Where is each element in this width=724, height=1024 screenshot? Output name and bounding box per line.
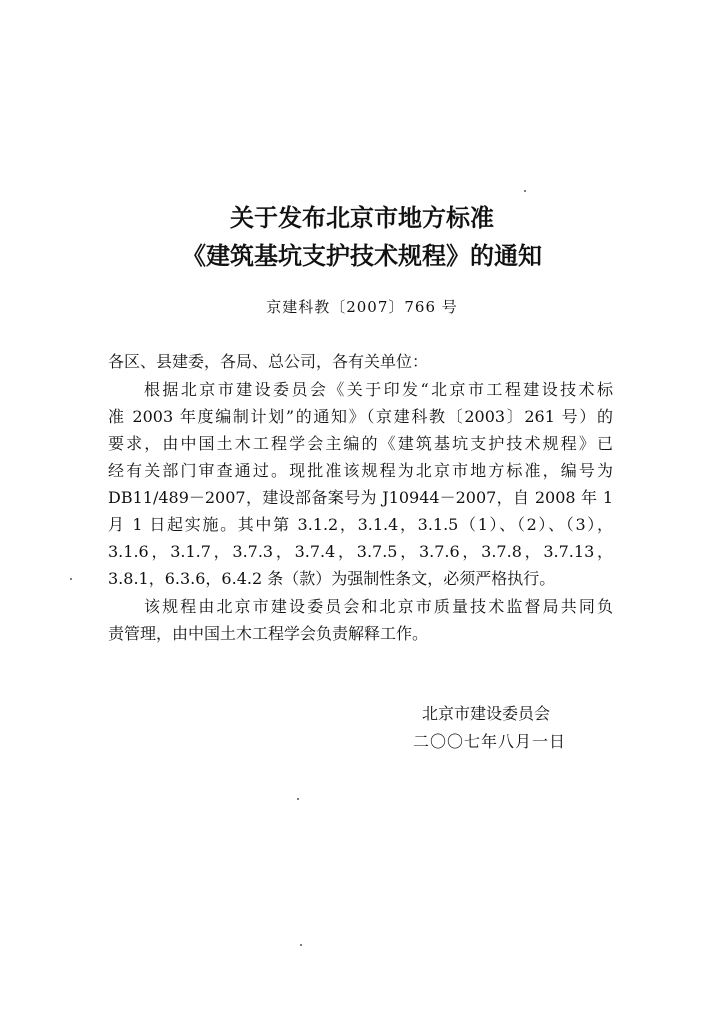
scan-speck bbox=[300, 944, 302, 946]
paragraph-1-line-4: 经有关部门审查通过。现批准该规程为北京市地方标准，编号为 bbox=[108, 461, 613, 480]
salutation: 各区、县建委，各局、总公司，各有关单位： bbox=[108, 352, 429, 371]
paragraph-1-line-1: 根据北京市建设委员会《关于印发“北京市工程建设技术标 bbox=[144, 380, 613, 399]
paragraph-1-line-2: 准 2003 年度编制计划”的通知》（京建科教〔2003〕261 号）的 bbox=[108, 407, 613, 426]
paragraph-1-line-3: 要求，由中国土木工程学会主编的《建筑基坑支护技术规程》已 bbox=[108, 434, 613, 453]
scan-speck bbox=[297, 798, 299, 800]
signature-date: 二〇〇七年八月一日 bbox=[413, 732, 567, 751]
paragraph-1-line-7: 3.1.6，3.1.7，3.7.3，3.7.4，3.7.5，3.7.6，3.7.8，3.7.13， bbox=[108, 542, 613, 561]
paragraph-1-line-6: 月 1 日起实施。其中第 3.1.2，3.1.4，3.1.5（1）、（2）、（3）， bbox=[108, 515, 613, 534]
paragraph-2-line-1: 该规程由北京市建设委员会和北京市质量技术监督局共同负 bbox=[144, 597, 613, 616]
title-line-2: 《建筑基坑支护技术规程》的通知 bbox=[182, 242, 542, 270]
scan-speck bbox=[524, 190, 526, 192]
paragraph-2-line-2: 责管理，由中国土木工程学会负责解释工作。 bbox=[108, 624, 429, 643]
title-line-1: 关于发布北京市地方标准 bbox=[230, 204, 494, 232]
signature-organization: 北京市建设委员会 bbox=[422, 704, 551, 723]
paragraph-1-line-8: 3.8.1，6.3.6，6.4.2 条（款）为强制性条文，必须严格执行。 bbox=[108, 569, 556, 588]
scan-speck bbox=[70, 578, 72, 580]
document-number: 京建科教〔2007〕766 号 bbox=[266, 298, 458, 316]
paragraph-1-line-5: DB11/489－2007，建设部备案号为 J10944－2007，自 2008 年 1 bbox=[108, 488, 613, 507]
